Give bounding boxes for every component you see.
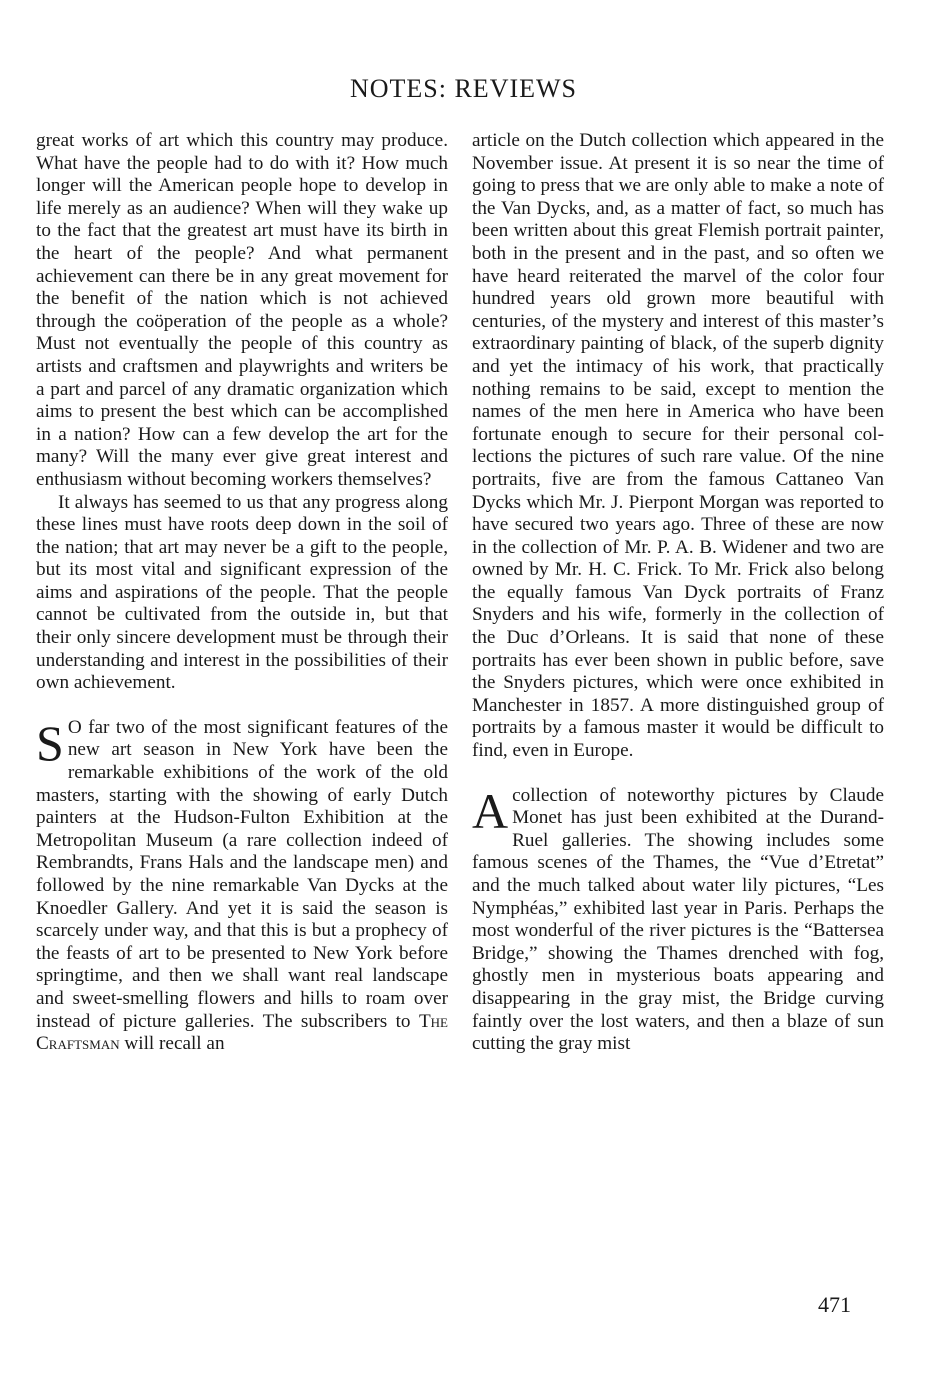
page-number: 471	[818, 1292, 851, 1317]
section-gap	[472, 763, 884, 785]
paragraph: great works of art which this country may produce. What have the people had to do with it? How much longer will the American people hope to develop in life merely as an audience? When will they wake up to the fact that the greatest art must have its birth in the heart of the people? And what permanent achievement can there be in any great movement for the benefit of the nation which is not achieved through the coöperation of the people as a whole? Must not eventually the people of this country as artists and craftsmen and playwrights and writers be a part and parcel of any dramatic organization which aims to present the best which can be accomplished in a nation? How can a few develop the art for the many? Will the many ever give great interest and enthusiasm without becoming workers themselves?	[36, 130, 448, 490]
left-column	[36, 130, 448, 1056]
running-head: NOTES: REVIEWS	[349, 74, 578, 103]
paragraph: article on the Dutch collection which appeared in the November issue. At present it is so near the time of going to press that we are only able to make a note of the Van Dycks, and, as a matter of fact, so much has been written about this great Flemish portrait painter, both in the present and in the past, and so often we have heard reiterated the marvel of the color four hundred years old grown more beautiful with centuries, of the mystery and interest of this master’s extraordinary painting of black, of the superb dignity and yet the intimacy of his work, that practically nothing remains to be said, except to mention the names of the men here in America who have been fortunate enough to secure for their personal collections the pictures of such rare value. Of the nine portraits, five are from the famous Cattaneo Van Dycks which Mr. J. Pierpont Morgan was reported to have secured two years ago. Three of these are now in the collection of Mr. P. A. B. Widener and two are owned by Mr. H. C. Frick. To Mr. Frick also belong the equally famous Van Dyck portraits of Franz Snyders and his wife, formerly in the collection of the Duc d’Orleans. It is said that none of these portraits has ever been shown in public before, save the Snyders pictures, which were once exhibited in Manchester in 1857. A more distinguished group of portraits by a famous master it would be difficult to find, even in Europe.	[472, 130, 884, 762]
paragraph-text: collection of noteworthy pictures by Claude Monet has just been exhibited at the Durand-Ruel galleries. The showing includes some famous scenes of the Thames, the “Vue d’Etretat” and the much talked about water lily pictures, “Les Nymphéas,” exhibited last year in Paris. Perhaps the most wonderful of the river pictures is the “Battersea Bridge,” showing the Thames drenched with fog, ghostly men in mysterious boats appearing and disappearing in the gray mist, the Bridge curving faintly over the lost waters, and then a blaze of sun cutting the gray mist	[472, 784, 884, 1055]
paragraph-with-dropcap	[36, 714, 448, 1056]
drop-cap: S	[36, 714, 64, 771]
right-column	[472, 130, 884, 1056]
drop-cap: A	[472, 782, 509, 839]
section-gap	[36, 695, 448, 717]
paragraph-text: O far two of the most significant features of the new art season in New York have been the remarkable exhibitions of the work of the old masters, starting with the showing of early Dutch painters at the Hudson-Fulton Exhibition at the Metropolitan Museum (a rare collection indeed of Rembrandts, Frans Hals and the landscape men) and followed by the nine remarkable Van Dycks at the Knoedler Gallery. And yet it is said the season is scarcely under way, and that this is but a prophecy of the feasts of art to be presented to New York before springtime, and then we shall want real landscape and sweet-smelling flowers and hills to roam over instead of picture galleries. The subscribers to	[36, 716, 448, 1032]
paragraph-tail: will recall an	[124, 1033, 225, 1055]
paragraph-with-dropcap	[472, 782, 884, 1056]
paragraph: It always has seemed to us that any progress along these lines must have roots deep down in the soil of the nation; that art may never be a gift to the people, but its most vital and significant expression of the aims and aspirations of the people. That the people cannot be cultivated from the outside in, but that their only sincere development must be through their understanding and interest in the possibilities of their own achievement.	[36, 491, 448, 694]
magazine-name: The Craftsman	[36, 1010, 448, 1055]
